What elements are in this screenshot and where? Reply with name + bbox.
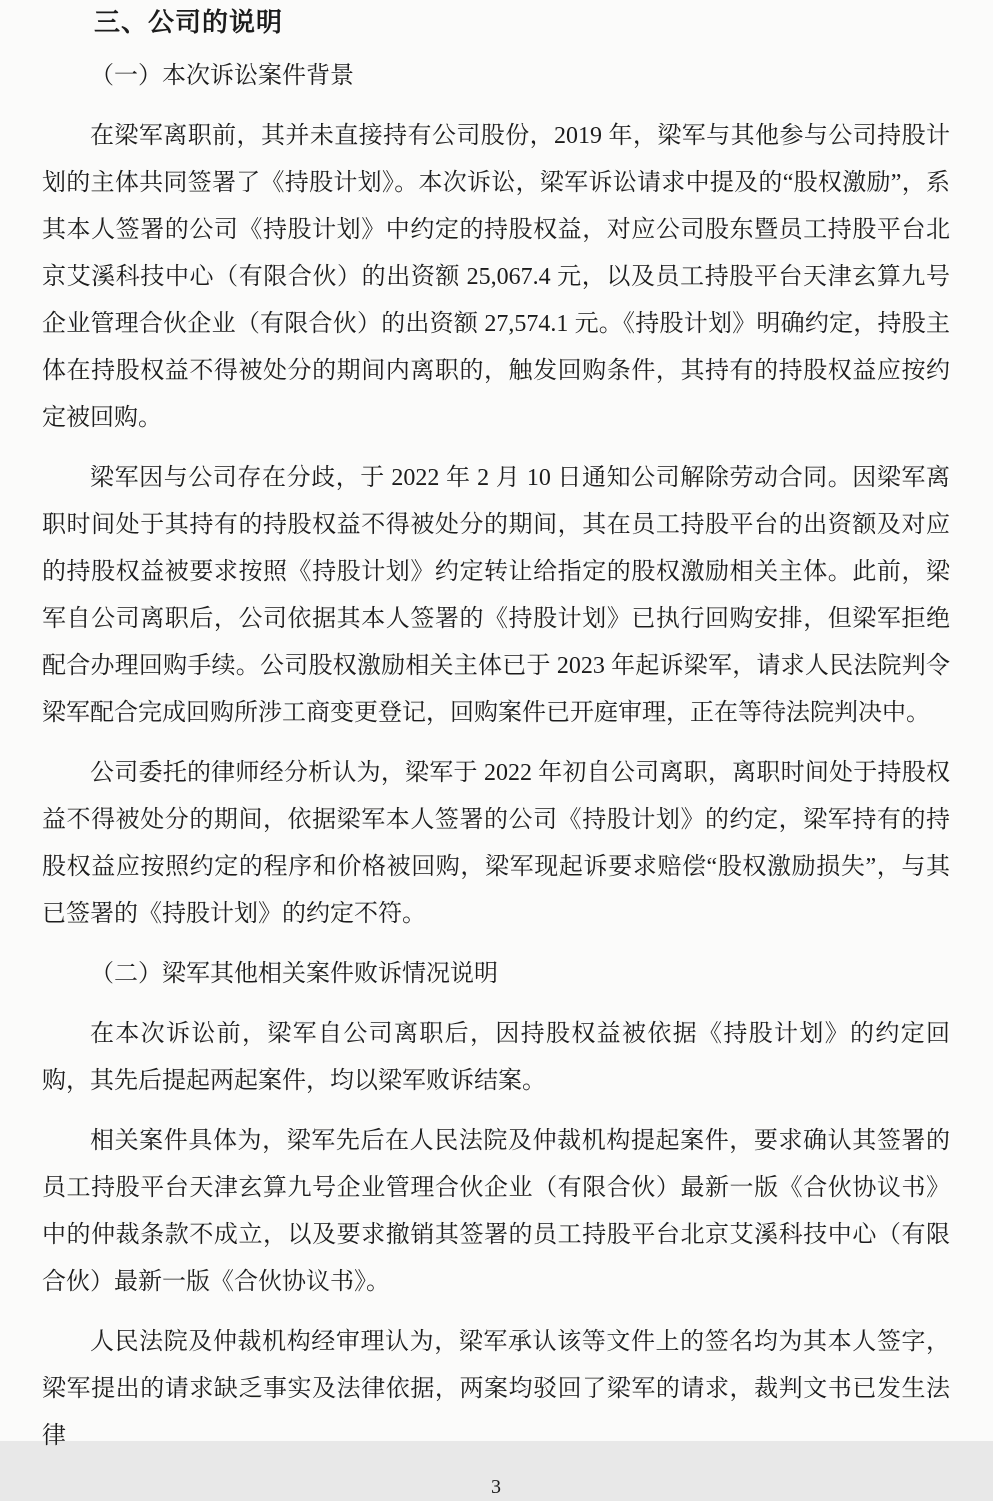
page-number: 3 bbox=[491, 1476, 501, 1498]
subsection-heading-other-cases: （二）梁军其他相关案件败诉情况说明 bbox=[90, 961, 498, 987]
paragraph-prior-cases-summary: 在本次诉讼前，梁军自公司离职后，因持股权益被依据《持股计划》的约定回购，其先后提起两起案件，均以梁军败诉结案。 bbox=[42, 1021, 950, 1094]
paragraph-lawyer-analysis: 公司委托的律师经分析认为，梁军于 2022 年初自公司离职，离职时间处于持股权益不得被处分的期间，依据梁军本人签署的公司《持股计划》的约定，梁军持有的持股权益应按照约定的程序和价格被回购，梁军现起诉要求赔偿“股权激励损失”，与其已签署的《持股计划》的约定不符。 bbox=[42, 760, 950, 927]
paragraph-shareholding-plan: 在梁军离职前，其并未直接持有公司股份，2019 年，梁军与其他参与公司持股计划的主体共同签署了《持股计划》。本次诉讼，梁军诉讼请求中提及的“股权激励”，系其本人签署的公司《持股计划》中约定的持股权益，对应公司股东暨员工持股平台北京艾溪科技中心（有限合伙）的出资额 25,067.4 元，以及员工持股平台天津玄算九号企业管理合伙企业（有限合伙）的出资额 27,574.1 元。《持股计划》明确约定，持股主体在持股权益不得被处分的期间内离职的，触发回购条件，其持有的持股权益应按约定被回购。 bbox=[42, 123, 950, 431]
paragraph-court-ruling: 人民法院及仲裁机构经审理认为，梁军承认该等文件上的签名均为其本人签字，梁军提出的请求缺乏事实及法律依据，两案均驳回了梁军的请求，裁判文书已发生法律 bbox=[42, 1329, 950, 1449]
section-litigation-background bbox=[42, 53, 950, 938]
paragraph-resignation-buyback: 梁军因与公司存在分歧，于 2022 年 2 月 10 日通知公司解除劳动合同。因梁军离职时间处于其持有的持股权益不得被处分的期间，其在员工持股平台的出资额及对应的持股权益被要求按照《持股计划》约定转让给指定的股权激励相关主体。此前，梁军自公司离职后，公司依据其本人签署的《持股计划》已执行回购安排，但梁军拒绝配合办理回购手续。公司股权激励相关主体已于 2023 年起诉梁军，请求人民法院判令梁军配合完成回购所涉工商变更登记，回购案件已开庭审理，正在等待法院判决中。 bbox=[42, 465, 950, 726]
paragraph-case-details: 相关案件具体为，梁军先后在人民法院及仲裁机构提起案件，要求确认其签署的员工持股平台天津玄算九号企业管理合伙企业（有限合伙）最新一版《合伙协议书》中的仲裁条款不成立，以及要求撤销其签署的员工持股平台北京艾溪科技中心（有限合伙）最新一版《合伙协议书》。 bbox=[42, 1128, 950, 1295]
section-other-lost-cases bbox=[42, 951, 950, 1460]
subsection-heading-case-background: （一）本次诉讼案件背景 bbox=[90, 63, 354, 89]
document-section-title: 三、公司的说明 bbox=[94, 7, 284, 37]
